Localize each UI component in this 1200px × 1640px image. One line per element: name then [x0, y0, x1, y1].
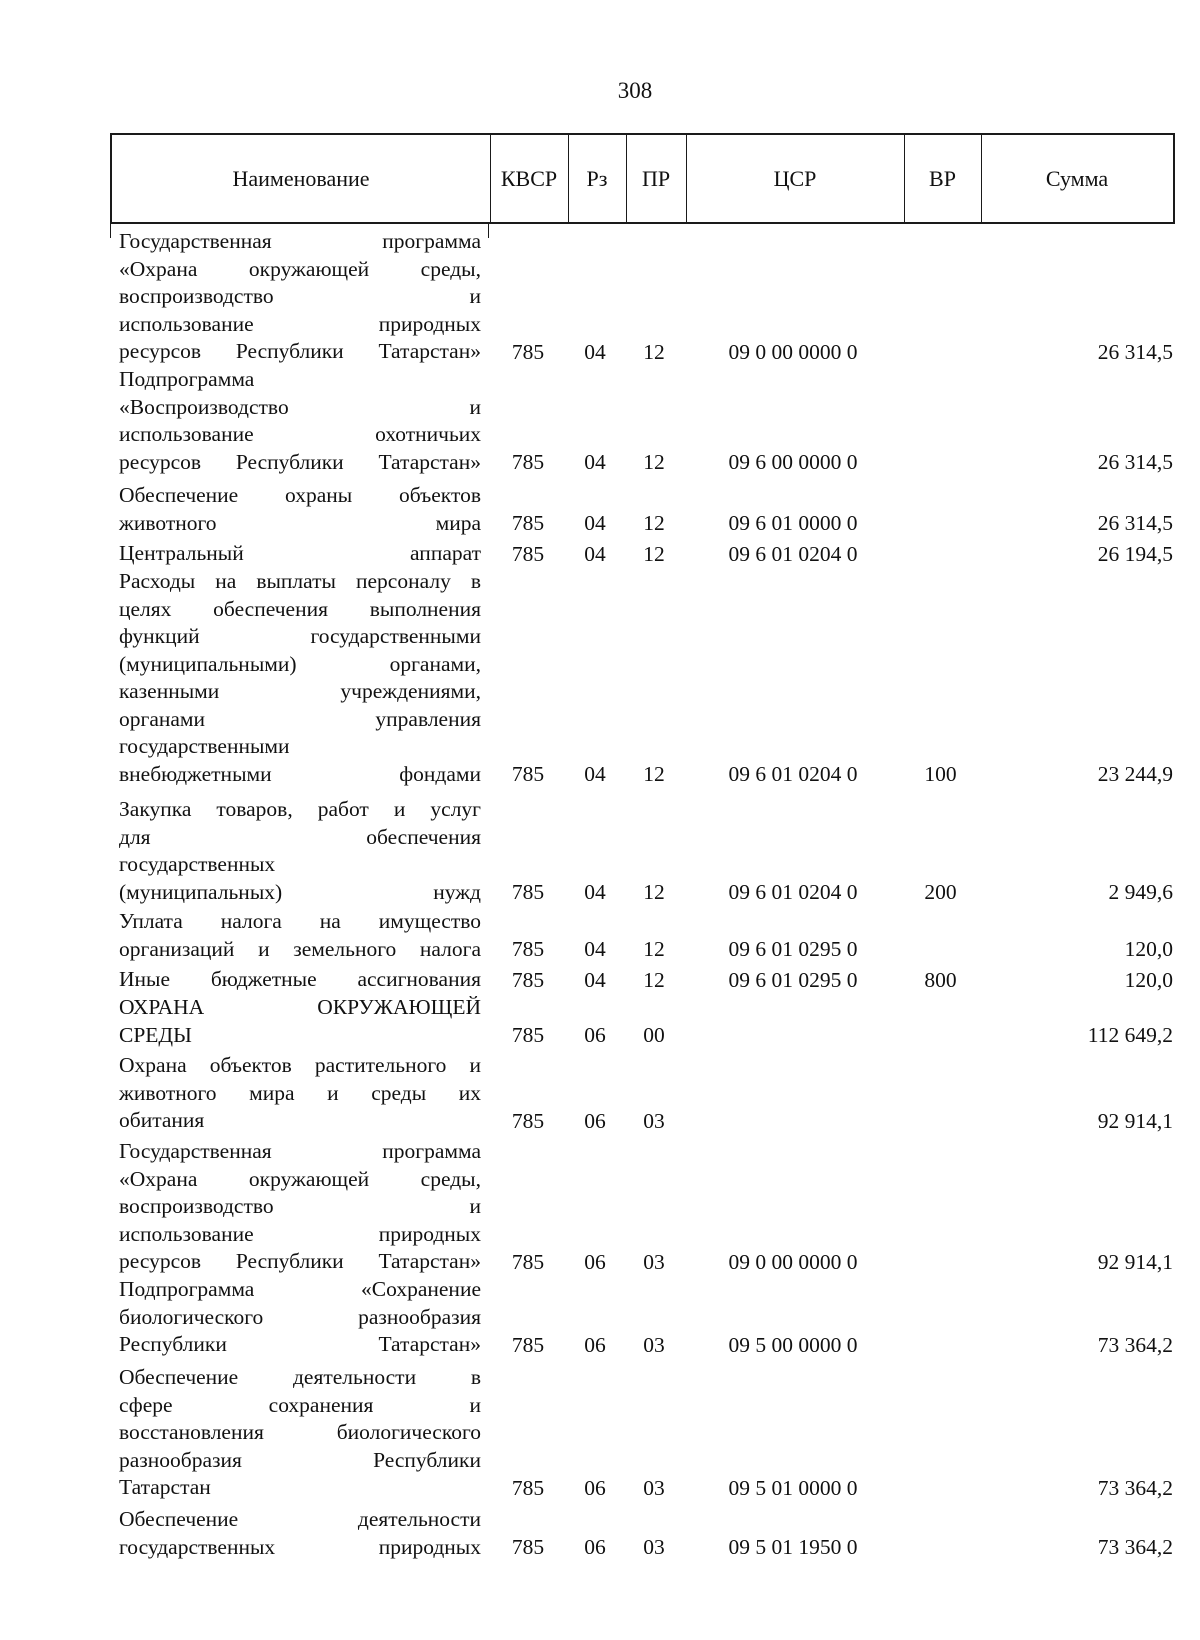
- row-csr: 09 6 00 0000 0: [728, 450, 858, 474]
- row-csr: 09 5 01 0000 0: [728, 1475, 858, 1500]
- row-name-line: государственных природных: [119, 1534, 481, 1559]
- row-sum: 2 949,6: [1108, 880, 1173, 904]
- table-row: [0, 1138, 1200, 1276]
- row-name-line: казенными учреждениями,: [119, 679, 481, 703]
- row-name: [119, 540, 481, 568]
- row-name-line: Обеспечение деятельности в: [119, 1365, 481, 1389]
- row-vr: [902, 1474, 979, 1502]
- row-pr: 03: [643, 1332, 665, 1357]
- row-pr: 12: [643, 762, 665, 786]
- row-vr: [902, 540, 979, 568]
- row-name-line: функций государственными: [119, 624, 481, 648]
- row-name-line: Центральный аппарат: [119, 541, 481, 565]
- page-number: 308: [617, 78, 653, 103]
- row-name-line: (муниципальными) органами,: [119, 651, 481, 676]
- row-name-line: обитания: [119, 1108, 205, 1132]
- row-name-line: ОХРАНА ОКРУЖАЮЩЕЙ: [119, 995, 481, 1019]
- row-vr: [902, 1331, 979, 1359]
- row-vr: 100: [924, 762, 957, 786]
- table-row: [0, 796, 1200, 906]
- row-kvsr: 785: [511, 450, 545, 474]
- row-name-line: «Охрана окружающей среды,: [119, 1166, 481, 1191]
- row-name-line: Охрана объектов растительного и: [119, 1053, 481, 1077]
- table-row: [0, 1506, 1200, 1561]
- row-sum: 73 364,2: [1097, 1332, 1173, 1357]
- row-name-line: использование природных: [119, 311, 481, 336]
- row-name-line: Государственная программа: [119, 1139, 481, 1163]
- row-sum: 26 314,5: [1097, 511, 1173, 535]
- header-csr: ЦСР: [773, 165, 817, 191]
- row-kvsr: 785: [511, 541, 545, 566]
- row-csr: 09 6 01 0295 0: [728, 967, 858, 992]
- table-row: [0, 366, 1200, 476]
- row-name-line: биологического разнообразия: [119, 1304, 481, 1329]
- row-name-line: Обеспечение охраны объектов: [119, 483, 481, 507]
- header-name: Наименование: [232, 165, 370, 191]
- row-kvsr: 785: [511, 339, 545, 364]
- row-name-line: сфере сохранения и: [119, 1392, 481, 1417]
- row-name: [119, 1138, 481, 1276]
- row-sum: 112 649,2: [1087, 1023, 1173, 1047]
- row-name-line: ресурсов Республики Татарстан»: [119, 1249, 481, 1273]
- row-name-line: внебюджетными фондами: [119, 761, 481, 786]
- row-rz: 04: [584, 967, 606, 992]
- row-vr: 200: [924, 880, 957, 904]
- row-pr: 12: [643, 450, 665, 474]
- table-header: [110, 133, 1175, 224]
- row-csr: 09 0 00 0000 0: [728, 339, 858, 364]
- row-pr: 03: [643, 1249, 665, 1274]
- row-name-line: Уплата налога на имущество: [119, 909, 481, 933]
- row-sum: 26 314,5: [1097, 450, 1173, 474]
- row-rz: 04: [584, 339, 606, 364]
- row-rz: 06: [584, 1475, 606, 1500]
- row-rz: 06: [584, 1332, 606, 1357]
- row-pr: 12: [643, 937, 665, 961]
- row-csr: 09 0 00 0000 0: [728, 1249, 858, 1274]
- header-pr: ПР: [641, 165, 671, 191]
- row-name-line: использование охотничьих: [119, 422, 481, 446]
- row-name-line: государственных: [119, 852, 276, 876]
- row-name-line: Государственная программа: [119, 229, 481, 253]
- row-name: [119, 994, 481, 1049]
- table-row: [0, 1364, 1200, 1502]
- row-rz: 04: [584, 541, 606, 566]
- row-rz: 04: [584, 762, 606, 786]
- row-csr: 09 6 01 0204 0: [728, 762, 858, 786]
- table-row: [0, 908, 1200, 963]
- row-rz: 06: [584, 1023, 606, 1047]
- row-name: [119, 366, 481, 476]
- row-pr: 12: [643, 511, 665, 535]
- row-vr: [902, 1021, 979, 1049]
- row-name-line: разнообразия Республики: [119, 1447, 481, 1472]
- row-name-line: животного мира: [119, 510, 481, 535]
- row-pr: 12: [643, 967, 665, 992]
- row-name-line: животного мира и среды их: [119, 1080, 481, 1105]
- row-kvsr: 785: [511, 937, 545, 961]
- row-name-line: (муниципальных) нужд: [119, 879, 481, 904]
- row-name-line: Обеспечение деятельности: [119, 1507, 481, 1531]
- row-name: [119, 908, 481, 963]
- row-pr: 12: [643, 541, 665, 566]
- row-name: [119, 1052, 481, 1135]
- header-kvsr: КВСР: [500, 165, 558, 191]
- row-sum: 120,0: [1124, 937, 1173, 961]
- table-row: [0, 228, 1200, 366]
- row-name-line: государственными: [119, 734, 290, 758]
- row-kvsr: 785: [511, 1535, 545, 1559]
- row-name-line: для обеспечения: [119, 824, 481, 849]
- row-name-line: воспроизводство и: [119, 1194, 481, 1218]
- table-row: [0, 568, 1200, 788]
- row-name-line: Подпрограмма «Сохранение: [119, 1277, 481, 1301]
- row-rz: 06: [584, 1108, 606, 1133]
- row-vr: [902, 1533, 979, 1561]
- table-row: [0, 1052, 1200, 1135]
- row-name-line: Закупка товаров, работ и услуг: [119, 797, 481, 821]
- row-kvsr: 785: [511, 1249, 545, 1274]
- row-kvsr: 785: [511, 1332, 545, 1357]
- row-vr: [902, 448, 979, 476]
- row-sum: 73 364,2: [1097, 1475, 1173, 1500]
- row-pr: 00: [643, 1023, 665, 1047]
- row-name-line: организаций и земельного налога: [119, 936, 481, 961]
- table-row: [0, 482, 1200, 537]
- row-name: [119, 482, 481, 537]
- row-csr: [684, 1021, 902, 1049]
- row-name-line: воспроизводство и: [119, 284, 481, 308]
- row-name-line: «Охрана окружающей среды,: [119, 256, 481, 281]
- table-row: [0, 1276, 1200, 1359]
- row-kvsr: 785: [511, 1475, 545, 1500]
- row-csr: 09 6 01 0295 0: [728, 937, 858, 961]
- row-name-line: использование природных: [119, 1221, 481, 1246]
- row-pr: 12: [643, 339, 665, 364]
- row-name: [119, 228, 481, 366]
- row-kvsr: 785: [511, 511, 545, 535]
- row-name: [119, 568, 481, 788]
- row-pr: 03: [643, 1535, 665, 1559]
- row-sum: 23 244,9: [1097, 762, 1173, 786]
- row-name-line: Иные бюджетные ассигнования: [119, 967, 481, 991]
- row-name-line: Татарстан: [119, 1475, 211, 1499]
- row-rz: 06: [584, 1249, 606, 1274]
- row-kvsr: 785: [511, 1108, 545, 1133]
- row-rz: 04: [584, 937, 606, 961]
- row-kvsr: 785: [511, 880, 545, 904]
- row-csr: [684, 1107, 902, 1135]
- row-name-line: ресурсов Республики Татарстан»: [119, 339, 481, 363]
- row-vr: [902, 935, 979, 963]
- row-sum: 92 914,1: [1097, 1249, 1173, 1274]
- row-name-line: «Воспроизводство и: [119, 394, 481, 419]
- row-name: [119, 966, 481, 994]
- row-csr: 09 6 01 0204 0: [728, 880, 858, 904]
- row-sum: 92 914,1: [1097, 1108, 1173, 1133]
- row-csr: 09 6 01 0204 0: [728, 541, 858, 566]
- row-name-line: Республики Татарстан»: [119, 1332, 481, 1356]
- row-name-line: органами управления: [119, 706, 481, 731]
- row-vr: [902, 1248, 979, 1276]
- row-name: [119, 1276, 481, 1359]
- row-sum: 120,0: [1124, 967, 1173, 992]
- row-sum: 26 314,5: [1097, 339, 1173, 364]
- table-row: [0, 966, 1200, 994]
- row-name: [119, 1364, 481, 1502]
- table-row: [0, 994, 1200, 1049]
- row-kvsr: 785: [511, 1023, 545, 1047]
- row-sum: 73 364,2: [1097, 1535, 1173, 1559]
- row-name-line: Подпрограмма: [119, 367, 255, 391]
- header-rz: Рз: [586, 165, 608, 191]
- row-name: [119, 796, 481, 906]
- row-sum: 26 194,5: [1097, 541, 1173, 566]
- row-name-line: СРЕДЫ: [119, 1022, 192, 1047]
- row-vr: [902, 338, 979, 366]
- table-row: [0, 540, 1200, 568]
- row-rz: 04: [584, 880, 606, 904]
- row-csr: 09 5 00 0000 0: [728, 1332, 858, 1357]
- row-kvsr: 785: [511, 967, 545, 992]
- row-csr: 09 5 01 1950 0: [728, 1535, 858, 1559]
- row-name-line: восстановления биологического: [119, 1420, 481, 1444]
- header-vr: ВР: [929, 165, 956, 191]
- header-sum: Сумма: [1045, 165, 1109, 191]
- row-vr: [902, 1107, 979, 1135]
- row-pr: 03: [643, 1475, 665, 1500]
- row-rz: 04: [584, 450, 606, 474]
- row-name-line: ресурсов Республики Татарстан»: [119, 449, 481, 474]
- row-kvsr: 785: [511, 762, 545, 786]
- row-pr: 12: [643, 880, 665, 904]
- row-name: [119, 1506, 481, 1561]
- row-csr: 09 6 01 0000 0: [728, 511, 858, 535]
- row-rz: 04: [584, 511, 606, 535]
- row-name-line: Расходы на выплаты персоналу в: [119, 569, 481, 593]
- row-rz: 06: [584, 1535, 606, 1559]
- row-pr: 03: [643, 1108, 665, 1133]
- row-name-line: целях обеспечения выполнения: [119, 596, 481, 621]
- row-vr: [902, 509, 979, 537]
- row-vr: 800: [924, 967, 957, 992]
